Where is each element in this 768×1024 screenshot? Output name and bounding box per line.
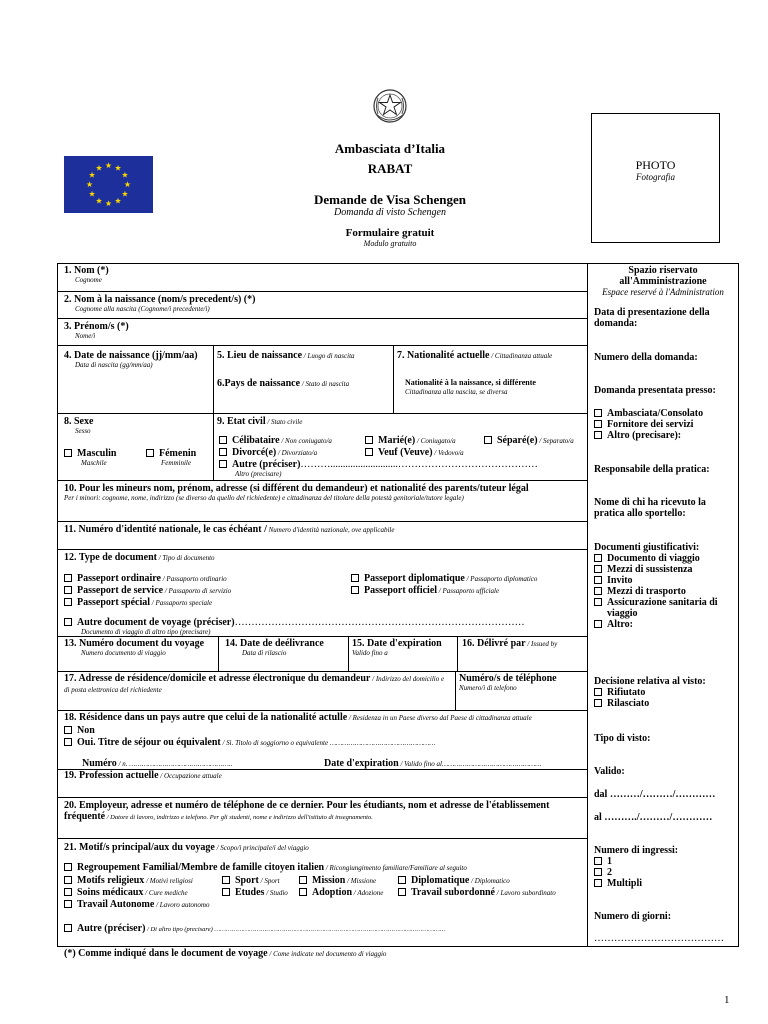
- admin-decision-options: [594, 687, 734, 709]
- field-13-label: 13. Numéro document du voyage: [64, 638, 205, 649]
- checkbox[interactable]: [219, 436, 227, 444]
- field-8-label: 8. Sexe: [64, 416, 94, 427]
- form-title-it: Domanda di visto Schengen: [334, 207, 446, 218]
- admin-presented-label: Domanda presentata presso:: [594, 385, 716, 396]
- city-name: RABAT: [367, 161, 413, 176]
- checkbox[interactable]: [64, 863, 72, 871]
- admin-doc-option-2[interactable]: Mezzi di sussistenza: [594, 564, 736, 575]
- eu-flag-icon: [64, 156, 153, 213]
- purpose-study-option[interactable]: Etudes / Studio: [222, 887, 288, 898]
- residence-expiry: Date d'expiration / Valido fino al…………………………………………: [324, 758, 542, 769]
- admin-number-label: Numero della domanda:: [594, 352, 698, 363]
- admin-doc-option-6[interactable]: Altro:: [594, 619, 736, 630]
- admin-doc-option-5[interactable]: Assicurazione sanitaria di viaggio: [594, 597, 736, 619]
- sex-female-option[interactable]: Fémenin: [146, 448, 196, 459]
- italy-emblem-icon: [372, 86, 408, 126]
- admin-title-2: all'Amministrazione: [619, 276, 707, 287]
- checkbox[interactable]: [594, 699, 602, 707]
- civil-single-option[interactable]: Célibataire / Non coniugato/a: [219, 435, 332, 446]
- field-1-label: 1. Nom (*): [64, 265, 109, 276]
- admin-docs-label: Documenti giustificativi:: [594, 542, 700, 553]
- field-7-label: 7. Nationalité actuelle / Cittadinanza attuale: [397, 350, 553, 361]
- residence-no-option[interactable]: Non: [64, 725, 95, 736]
- admin-decision-label: Decisione relativa al visto:: [594, 676, 706, 687]
- checkbox[interactable]: [64, 618, 72, 626]
- checkbox[interactable]: [398, 888, 406, 896]
- checkbox[interactable]: [64, 876, 72, 884]
- checkbox[interactable]: [594, 409, 602, 417]
- footnote: (*) Comme indiqué dans le document de voyage / Come indicate nel documento di viaggio: [64, 948, 387, 959]
- page-number: 1: [724, 994, 730, 1006]
- field-16-label: 16. Délivré par / Issued by: [462, 638, 558, 649]
- field-15-label-it: Valido fino a: [352, 649, 388, 657]
- admin-entries-label: Numero di ingressi:: [594, 845, 679, 856]
- checkbox[interactable]: [64, 449, 72, 457]
- checkbox[interactable]: [64, 888, 72, 896]
- civil-other-option[interactable]: Autre (préciser)………...........................……………………………………: [219, 459, 538, 470]
- field-10-label-it: Per i minori: cognome, nome, indirizzo (se diverso da quello del richiedente) e cittadinanza del titolare della potestà genitoriale/tutore legale): [64, 494, 464, 502]
- checkbox[interactable]: [299, 876, 307, 884]
- civil-widow-option[interactable]: Veuf (Veuve) / Vedovo/a: [365, 447, 464, 458]
- residence-number: Numéro / n. …………………………………………..: [82, 758, 233, 769]
- sex-male-option[interactable]: Masculin: [64, 448, 116, 459]
- checkbox[interactable]: [351, 586, 359, 594]
- photo-label-it: Fotografia: [635, 172, 675, 182]
- field-2-label: 2. Nom à la naissance (nom/s precedent/s) (*): [64, 294, 256, 305]
- field-11-label: 11. Numéro d'identité nationale, le cas échéant / Numero d'identità nazionale, ove applicabile: [64, 524, 395, 535]
- admin-entries-2[interactable]: 2: [594, 867, 734, 878]
- checkbox[interactable]: [64, 738, 72, 746]
- photo-box: [591, 113, 720, 243]
- admin-decision-refused[interactable]: Rifiutato: [594, 687, 734, 698]
- checkbox[interactable]: [64, 574, 72, 582]
- admin-days-dots: …………………………………: [594, 933, 724, 944]
- purpose-mission-option[interactable]: Mission / Missione: [299, 875, 376, 886]
- checkbox[interactable]: [594, 598, 602, 606]
- purpose-medical-option[interactable]: Soins médicaux / Cure mediche: [64, 887, 188, 898]
- field-4-label-it: Data di nascita (gg/mm/aa): [75, 361, 153, 369]
- doc-other-option[interactable]: Autre document de voyage (préciser)……………………………………………………………………………: [64, 617, 525, 628]
- checkbox[interactable]: [594, 587, 602, 595]
- admin-presented-option-2[interactable]: Fornitore dei servizi: [594, 419, 734, 430]
- checkbox[interactable]: [594, 688, 602, 696]
- purpose-family-option[interactable]: Regroupement Familial/Membre de famille citoyen italien / Ricongiungimento familiare/Familiare al seguito: [64, 862, 467, 873]
- field-17-phone-it: Numero/i di telefono: [459, 684, 517, 692]
- field-3-label-it: Nome/i: [75, 332, 96, 340]
- doc-other-it: Documento di viaggio di altro tipo (precisare): [81, 628, 211, 636]
- admin-valid-label: Valido:: [594, 766, 625, 777]
- admin-presented-option-3[interactable]: Altro (precisare):: [594, 430, 734, 441]
- free-form-it: Modulo gratuito: [363, 239, 417, 248]
- purpose-subordinate-option[interactable]: Travail subordonné / Lavoro subordinato: [398, 887, 556, 898]
- admin-presented-options: [594, 408, 734, 441]
- checkbox[interactable]: [594, 420, 602, 428]
- purpose-religious-option[interactable]: Motifs religieux / Motivi religiosi: [64, 875, 193, 886]
- field-14-label: 14. Date de deélivrance: [225, 638, 324, 649]
- checkbox[interactable]: [351, 574, 359, 582]
- sex-male-it: Maschile: [81, 459, 107, 467]
- checkbox[interactable]: [594, 554, 602, 562]
- checkbox[interactable]: [365, 448, 373, 456]
- checkbox[interactable]: [594, 620, 602, 628]
- field-2-label-it: Cognome alla nascita (Cognome/i precedente/i): [75, 305, 210, 313]
- field-17-phone-label: Numéro/s de téléphone: [459, 673, 557, 684]
- civil-divorced-option[interactable]: Divorcé(e) / Divorziato/a: [219, 447, 317, 458]
- field-12-label: 12. Type de document / Tipo di documento: [64, 552, 215, 563]
- field-4-label: 4. Date de naissance (jj/mm/aa): [64, 350, 198, 361]
- admin-from-label: dal ………/………/…………: [594, 789, 716, 800]
- admin-decision-issued[interactable]: Rilasciato: [594, 698, 734, 709]
- admin-entries-1[interactable]: 1: [594, 856, 734, 867]
- field-9-label: 9. Etat civil / Stato civile: [217, 416, 303, 427]
- admin-visa-type-label: Tipo di visto:: [594, 733, 651, 744]
- field-6-label: 6.Pays de naissance / Stato di nascita: [217, 378, 350, 389]
- admin-presented-option-1[interactable]: Ambasciata/Consolato: [594, 408, 734, 419]
- field-10-label: 10. Pour les mineurs nom, prénom, adresse (si différent du demandeur) et nationalité des parents/tuteur légal: [64, 483, 529, 494]
- field-14-label-it: Data di rilascio: [242, 649, 287, 657]
- admin-title: Spazio riservato: [628, 265, 698, 276]
- purpose-sport-option[interactable]: Sport / Sport: [222, 875, 280, 886]
- checkbox[interactable]: [222, 888, 230, 896]
- checkbox[interactable]: [219, 460, 227, 468]
- checkbox[interactable]: [146, 449, 154, 457]
- checkbox[interactable]: [299, 888, 307, 896]
- checkbox[interactable]: [398, 876, 406, 884]
- purpose-autonomous-option[interactable]: Travail Autonome / Lavoro autonomo: [64, 899, 210, 910]
- field-20-label-2: fréquenté / Datore di lavoro, indirizzo e telefono. Per gli studenti, nome e indirizzo dell'istituto di insegnamento.: [64, 811, 373, 822]
- checkbox[interactable]: [64, 586, 72, 594]
- admin-days-label: Numero di giorni:: [594, 911, 672, 922]
- checkbox[interactable]: [594, 431, 602, 439]
- field-13-label-it: Numero documento di viaggio: [81, 649, 166, 657]
- civil-married-option[interactable]: Marié(e) / Coniugato/a: [365, 435, 456, 446]
- checkbox[interactable]: [594, 576, 602, 584]
- field-7-birth-label: Nationalité à la naissance, si différente: [405, 378, 536, 387]
- purpose-adoption-option[interactable]: Adoption / Adozione: [299, 887, 383, 898]
- doc-ordinary-option[interactable]: Passeport ordinaire / Passaporto ordinario: [64, 573, 227, 584]
- checkbox[interactable]: [484, 436, 492, 444]
- checkbox[interactable]: [594, 565, 602, 573]
- residence-yes-option[interactable]: Oui. Titre de séjour ou équivalent / Sì. Titolo di soggiorno o equivalente ……………………………………………: [64, 737, 436, 748]
- doc-official-option[interactable]: Passeport officiel / Passaporto ufficiale: [351, 585, 499, 596]
- free-form: Formulaire gratuit: [345, 227, 435, 239]
- admin-responsible-label: Responsabile della pratica:: [594, 464, 710, 475]
- field-5-label: 5. Lieu de naissance / Luogo di nascita: [217, 350, 355, 361]
- admin-doc-option-3[interactable]: Invito: [594, 575, 736, 586]
- field-21-label: 21. Motif/s principal/aux du voyage / Scopo/i principale/i del viaggio: [64, 842, 309, 853]
- field-17-label: 17. Adresse de résidence/domicile et adresse électronique du demandeur / Indirizzo del domicilio e di posta elettronica del richiedente: [64, 673, 445, 694]
- purpose-other-option[interactable]: Autre (préciser) / Di altro tipo (precisare) …………………………………………………………………………………………………………: [64, 923, 446, 934]
- admin-docs-options: [594, 553, 736, 630]
- checkbox[interactable]: [64, 900, 72, 908]
- sex-female-it: Femminile: [161, 459, 191, 467]
- checkbox[interactable]: [594, 857, 602, 865]
- checkbox[interactable]: [594, 868, 602, 876]
- doc-diplomatic-option[interactable]: Passeport diplomatique / Passaporto diplomatico: [351, 573, 537, 584]
- doc-service-option[interactable]: Passeport de service / Passaporto di servizio: [64, 585, 231, 596]
- civil-other-it: Altro (precisare): [235, 470, 282, 478]
- form-title: Demande de Visa Schengen: [313, 192, 467, 207]
- admin-entries-options: [594, 856, 734, 889]
- admin-doc-option-4[interactable]: Mezzi di trasporto: [594, 586, 736, 597]
- purpose-diplomatic-option[interactable]: Diplomatique / Diplomatico: [398, 875, 510, 886]
- admin-title-fr: Espace reservé à l'Administration: [602, 287, 724, 297]
- admin-to-label: al ………./………/…………: [594, 812, 713, 823]
- field-7-birth-label-it: Cittadinanza alla nascita, se diversa: [405, 388, 508, 396]
- admin-entries-multiple[interactable]: Multipli: [594, 878, 734, 889]
- checkbox[interactable]: [64, 726, 72, 734]
- checkbox[interactable]: [365, 436, 373, 444]
- checkbox[interactable]: [594, 879, 602, 887]
- photo-label: PHOTO: [635, 158, 676, 172]
- checkbox[interactable]: [219, 448, 227, 456]
- checkbox[interactable]: [64, 924, 72, 932]
- checkbox[interactable]: [64, 598, 72, 606]
- doc-special-option[interactable]: Passeport spécial / Passaporto speciale: [64, 597, 212, 608]
- civil-separated-option[interactable]: Séparé(e) / Separato/a: [484, 435, 574, 446]
- admin-date-label: Data di presentazione della domanda:: [594, 307, 710, 329]
- field-8-label-it: Sesso: [75, 427, 91, 435]
- admin-doc-option-1[interactable]: Documento di viaggio: [594, 553, 736, 564]
- field-18-label: 18. Résidence dans un pays autre que celui de la nationalité actulle / Residenza in un Paese diverso dal Paese di cittadinanza attuale: [64, 712, 532, 723]
- field-20-label: 20. Employeur, adresse et numéro de téléphone de ce dernier. Pour les étudiants, nom et adresse de l'établissement: [64, 800, 550, 811]
- checkbox[interactable]: [222, 876, 230, 884]
- field-15-label: 15. Date d'expiration: [352, 638, 442, 649]
- embassy-name: Ambasciata d’Italia: [334, 141, 446, 156]
- field-19-label: 19. Profession actuelle / Occupazione attuale: [64, 770, 222, 781]
- admin-received-label: Nome di chi ha ricevuto la pratica allo sportello:: [594, 497, 706, 519]
- field-3-label: 3. Prénom/s (*): [64, 321, 129, 332]
- field-1-label-it: Cognome: [75, 276, 102, 284]
